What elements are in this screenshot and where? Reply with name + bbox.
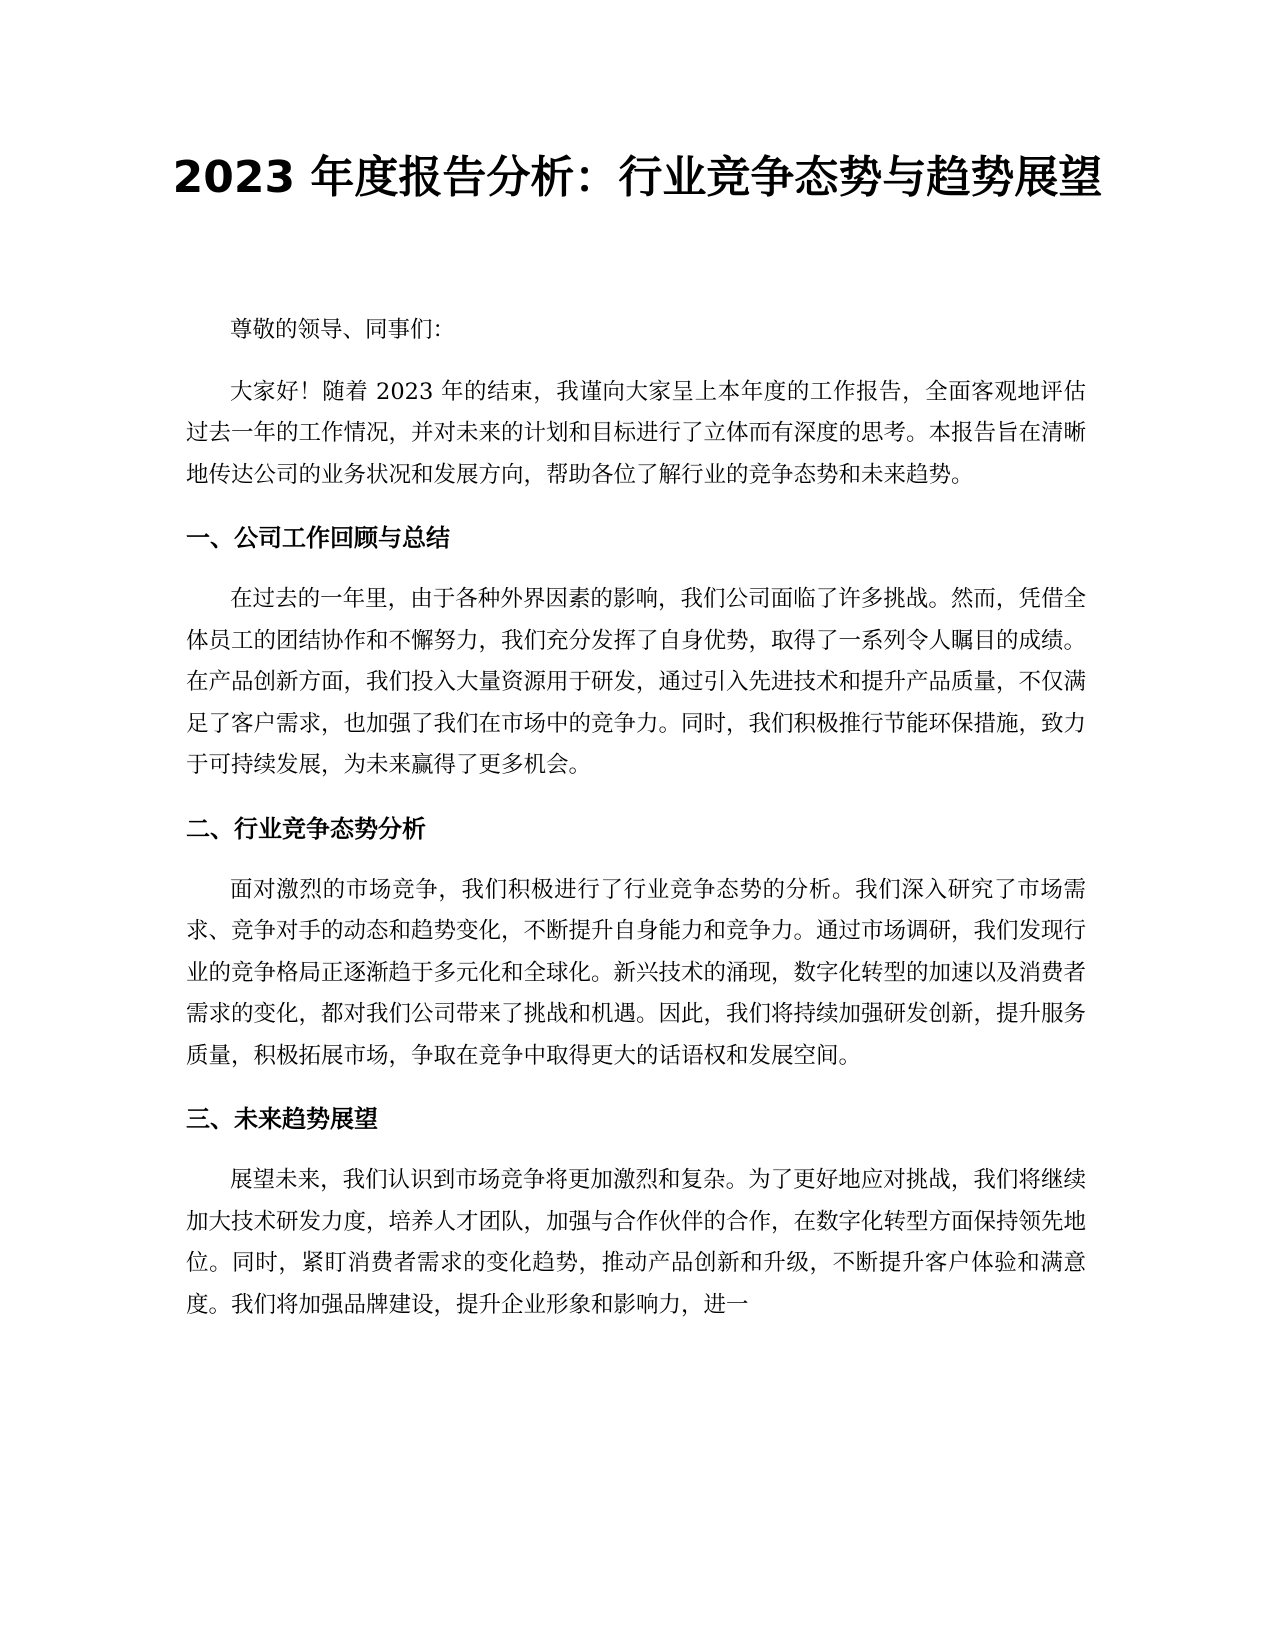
section-outlook <box>186 1098 1086 1326</box>
intro-paragraph: 大家好！随着 2023 年的结束，我谨向大家呈上本年度的工作报告，全面客观地评估过去一年的工作情况，并对未来的计划和目标进行了立体而有深度的思考。本报告旨在清晰地传达公司的业务状况和发展方向，帮助各位了解行业的竞争态势和未来趋势。 <box>186 378 1087 488</box>
section-heading: 三、未来趋势展望 <box>186 1105 378 1133</box>
salutation: 尊敬的领导、同事们： <box>230 317 456 343</box>
section-paragraph: 面对激烈的市场竞争，我们积极进行了行业竞争态势的分析。我们深入研究了市场需求、竞争对手的动态和趋势变化，不断提升自身能力和竞争力。通过市场调研，我们发现行业的竞争格局正逐渐趋于多元化和全球化。新兴技术的涌现，数字化转型的加速以及消费者需求的变化，都对我们公司带来了挑战和机遇。因此，我们将持续加强研发创新，提升服务质量，积极拓展市场，争取在竞争中取得更大的话语权和发展空间。 <box>186 876 1087 1069</box>
document-body <box>186 310 1086 1347</box>
section-heading: 二、行业竞争态势分析 <box>186 814 426 843</box>
section-paragraph: 展望未来，我们认识到市场竞争将更加激烈和复杂。为了更好地应对挑战，我们将继续加大技术研发力度，培养人才团队，加强与合作伙伴的合作，在数字化转型方面保持领先地位。同时，紧盯消费者需求的变化趋势，推动产品创新和升级，不断提升客户体验和满意度。我们将加强品牌建设，提升企业形象和影响力，进一 <box>186 1167 1087 1318</box>
document-title: 2023 年度报告分析：行业竞争态势与趋势展望 <box>172 152 1103 203</box>
section-heading: 一、公司工作回顾与总结 <box>186 524 450 552</box>
section-review <box>186 517 1086 787</box>
section-competition <box>186 808 1086 1078</box>
section-paragraph: 在过去的一年里，由于各种外界因素的影响，我们公司面临了许多挑战。然而，凭借全体员工的团结协作和不懈努力，我们充分发挥了自身优势，取得了一系列令人瞩目的成绩。在产品创新方面，我们投入大量资源用于研发，通过引入先进技术和提升产品质量，不仅满足了客户需求，也加强了我们在市场中的竞争力。同时，我们积极推行节能环保措施，致力于可持续发展，为未来赢得了更多机会。 <box>186 586 1087 778</box>
